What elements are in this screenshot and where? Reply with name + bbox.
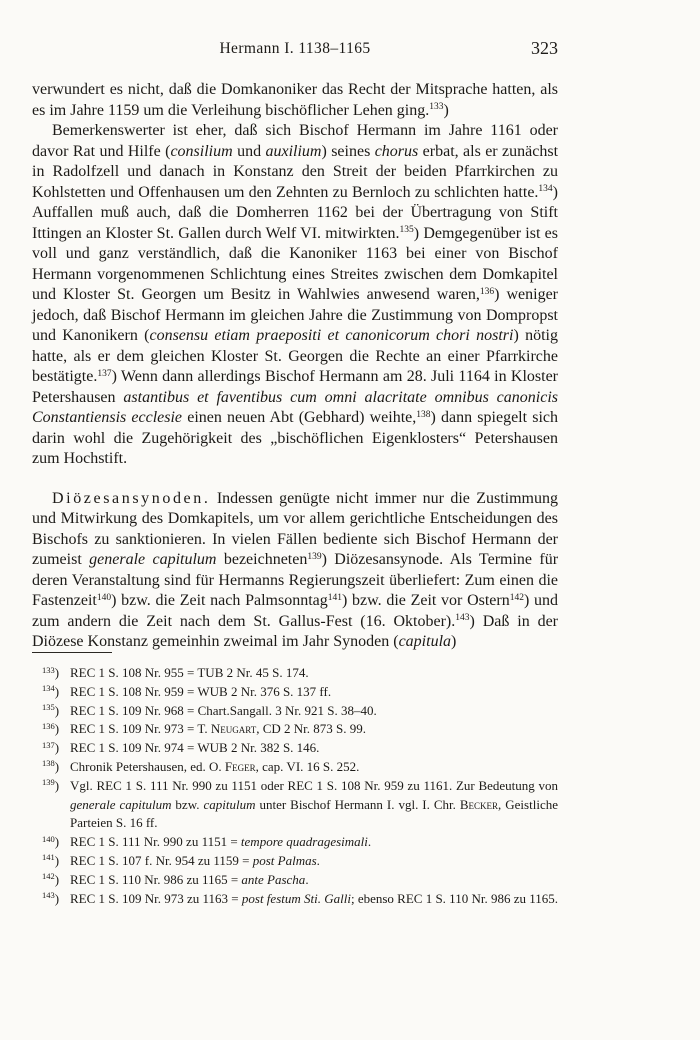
footnote-ref: 143 <box>42 890 55 901</box>
text-segment: REC 1 S. 109 Nr. 973 zu 1163 = <box>70 890 242 906</box>
footnote <box>32 777 558 833</box>
footnote-ref: 137 <box>97 368 112 379</box>
text-segment: capitula <box>398 633 452 650</box>
text-segment: , CD 2 Nr. 873 S. 99. <box>256 721 366 737</box>
footnotes <box>32 664 558 908</box>
text-segment: Becker <box>459 796 499 812</box>
footnote-number: $^{142}$) <box>42 871 60 887</box>
text-segment: ) Auffallen muß auch, daß die Domherren 1162 bei der Übertragung von Stift Ittingen an Kloster St. Gallen durch Welf VI. mitwirkten. <box>32 183 558 242</box>
text-segment: ) bzw. die Zeit nach Palmsonntag <box>111 592 328 609</box>
text-segment: ) Daß in der Diözese Konstanz gemeinhin zweimal im Jahr Synoden ( <box>32 612 559 650</box>
footnote-text <box>70 871 558 890</box>
page-header <box>32 40 558 62</box>
text-segment: ) Demgegenüber ist es voll und ganz verständlich, daß die Kanoniker 1163 bei einer von Bischof Hermann vorgenommenen Schlichtung eines Streites zwischen dem Domkapitel und Kloster St. Georgen um Besitz in Wahlwies anwesend waren, <box>32 224 558 303</box>
footnote-number: $^{139}$) <box>42 777 60 793</box>
footnote-number: $^{133}$) <box>42 664 60 680</box>
text-segment: capitulum <box>203 796 256 812</box>
footnote-text <box>70 702 558 721</box>
text-segment: ante Pascha <box>241 871 306 887</box>
paragraph <box>32 489 558 653</box>
footnote-ref: 137 <box>42 739 55 750</box>
text-segment: post Palmas <box>252 852 317 868</box>
text-segment: . <box>305 871 309 887</box>
text-segment: Neugart <box>210 721 257 737</box>
footnote-text <box>70 683 558 702</box>
footnote-number: $^{134}$) <box>42 683 60 699</box>
footnote-ref: 136 <box>42 720 55 731</box>
footnote-separator <box>32 652 112 653</box>
text-segment: generale capitulum <box>70 796 172 812</box>
footnote-ref: 135 <box>42 702 55 713</box>
text-segment: Chronik Petershausen, ed. O. <box>70 758 225 774</box>
text-segment: . <box>367 834 372 850</box>
text-segment: post festum Sti. Galli <box>241 890 351 906</box>
footnote <box>32 871 558 890</box>
text-segment: erbat, als er zunächst in Radolfzell und danach in Konstanz den Streit der beiden Pfarrkirchen zu Kohlstetten und Offenhausen um den Zehnten zu Bernloch zu schlichten hatte. <box>32 142 559 201</box>
text-segment: consilium <box>170 142 233 160</box>
text-segment: ) bzw. die Zeit vor Ostern <box>342 592 510 609</box>
footnote-text <box>70 664 558 683</box>
text-segment: Bemerkenswerter ist eher, daß sich Bischof Hermann im Jahre 1161 oder davor Rat und Hilfe ( <box>32 122 558 160</box>
text-segment: ) <box>443 101 449 119</box>
running-title: Hermann I. 1138–1165 <box>219 40 371 57</box>
text-segment: bzw. <box>171 796 204 812</box>
footnote <box>32 833 558 852</box>
text-segment: Diözesansynoden. <box>52 489 211 507</box>
text-segment: und <box>232 142 266 160</box>
text-segment: REC 1 S. 108 Nr. 955 = TUB 2 Nr. 45 S. 174. <box>70 665 309 680</box>
footnote <box>32 739 558 758</box>
text-segment: REC 1 S. 108 Nr. 959 = WUB 2 Nr. 376 S. 137 ff. <box>70 683 332 699</box>
footnote-ref: 134 <box>538 184 553 194</box>
footnote-text <box>70 890 558 909</box>
paragraph <box>32 121 558 470</box>
footnote <box>32 758 558 777</box>
text-segment: ) seines <box>321 142 375 160</box>
page-number: 323 <box>531 38 558 58</box>
footnote-number: $^{140}$) <box>42 833 60 850</box>
text-segment: generale capitulum <box>89 551 217 568</box>
text-segment: REC 1 S. 110 Nr. 986 zu 1165 = <box>70 871 242 887</box>
text-segment: ) Wenn dann allerdings Bischof Hermann am 28. Juli 1164 in Kloster Petershausen <box>32 368 558 406</box>
text-segment: ) Diözesansynode. Als Termine für deren Veranstaltung sind für Hermanns Regierungszeit überliefert: Zum einen die Fastenzeit <box>32 551 559 609</box>
footnote-number: $^{137}$) <box>42 739 60 756</box>
footnote-ref: 136 <box>479 286 495 297</box>
footnote-ref: 142 <box>509 592 524 603</box>
footnote <box>32 890 558 909</box>
text-segment: tempore quadragesimali <box>240 834 368 850</box>
text-segment: ) <box>451 633 457 650</box>
text-segment: REC 1 S. 111 Nr. 990 zu 1151 = <box>70 834 241 850</box>
paragraph <box>32 80 558 121</box>
text-segment: REC 1 S. 109 Nr. 968 = Chart.Sangall. 3 Nr. 921 S. 38–40. <box>70 702 377 718</box>
footnote-ref: 141 <box>42 852 55 863</box>
footnote-ref: 134 <box>42 683 55 694</box>
text-segment: ; ebenso REC 1 S. 110 Nr. 986 zu 1165. <box>350 890 558 906</box>
text-segment: astantibus et faventibus cum omni alacritate omnibus canonicis Constantiensis ecclesie <box>32 388 559 426</box>
footnote-ref: 133 <box>429 102 444 112</box>
footnote-text <box>70 852 558 871</box>
text-segment: Indessen genügte nicht immer nur die Zustimmung und Mitwirkung des Domkapitels, um vor allem gerichtliche Entscheidungen des Bischofs zu sanktionieren. In vielen Fällen bediente sich Bischof Hermann der zumeist <box>32 489 558 568</box>
footnote-ref: 141 <box>327 592 342 603</box>
footnote-ref: 140 <box>42 833 55 844</box>
footnote-ref: 139 <box>42 777 55 788</box>
footnote-ref: 135 <box>399 225 414 235</box>
body-text <box>32 80 558 653</box>
text-segment: ) weniger jedoch, daß Bischof Hermann im gleichen Jahre die Zustimmung von Dompropst und Kanonikern ( <box>32 286 559 344</box>
text-segment: REC 1 S. 109 Nr. 973 = T. <box>70 721 211 737</box>
text-segment: auxilium <box>265 142 322 160</box>
text-segment: Feger <box>224 758 256 774</box>
footnote-ref: 133 <box>42 664 55 675</box>
text-segment: , Geistliche Parteien S. 16 ff. <box>70 796 558 831</box>
text-segment: consensu etiam praepositi et canonicorum chori nostri <box>149 327 514 344</box>
text-segment: einen neuen Abt (Gebhard) weihte, <box>182 409 417 426</box>
text-segment: REC 1 S. 107 f. Nr. 954 zu 1159 = <box>70 852 253 868</box>
footnote-block <box>32 652 558 908</box>
text-segment: , cap. VI. 16 S. 252. <box>255 758 360 774</box>
footnote-text <box>70 777 558 833</box>
footnote-number: $^{138}$) <box>42 758 60 774</box>
footnote <box>32 852 558 871</box>
footnote-text <box>70 739 558 758</box>
footnote-ref: 140 <box>96 592 112 603</box>
text-segment: ) nötig hatte, als er dem gleichen Kloster St. Georgen die Rechte an einer Pfarrkirche bestätigte. <box>32 327 559 385</box>
footnote-number: $^{141}$) <box>42 852 60 868</box>
footnote <box>32 664 558 683</box>
footnote <box>32 683 558 702</box>
footnote-number: $^{136}$) <box>42 720 60 737</box>
footnote-ref: 138 <box>416 409 431 420</box>
footnote <box>32 702 558 721</box>
text-segment: Vgl. REC 1 S. 111 Nr. 990 zu 1151 oder REC 1 S. 108 Nr. 959 zu 1161. Zur Bedeutung von <box>70 777 558 793</box>
text-segment: bezeichneten <box>216 551 308 568</box>
footnote-text <box>70 720 558 739</box>
text-segment: verwundert es nicht, daß die Domkanoniker das Recht der Mitsprache hatten, als es im Jahre 1159 um die Verleihung bischöflicher Lehen ging. <box>32 81 558 119</box>
footnote-number: $^{143}$) <box>42 890 60 906</box>
footnote <box>32 720 558 739</box>
footnote-number: $^{135}$) <box>42 702 60 718</box>
text-segment: chorus <box>374 142 419 160</box>
text-segment: REC 1 S. 109 Nr. 974 = WUB 2 Nr. 382 S. 146. <box>70 740 320 756</box>
footnote-text <box>70 758 558 777</box>
footnote-ref: 142 <box>42 871 55 882</box>
footnote-ref: 139 <box>307 551 322 562</box>
text-segment: ) dann spiegelt sich darin wohl die Zugehörigkeit des „bischöflichen Eigenklosters“ Petershausen zum Hochstift. <box>32 409 559 467</box>
footnote-ref: 138 <box>42 758 55 769</box>
text-segment: ) und zum andern die Zeit nach dem St. Gallus-Fest (16. Oktober). <box>32 592 559 630</box>
text-segment: unter Bischof Hermann I. vgl. I. Chr. <box>255 796 460 812</box>
footnote-text <box>70 833 558 852</box>
footnote-ref: 143 <box>455 613 470 623</box>
text-segment: . <box>316 852 320 868</box>
